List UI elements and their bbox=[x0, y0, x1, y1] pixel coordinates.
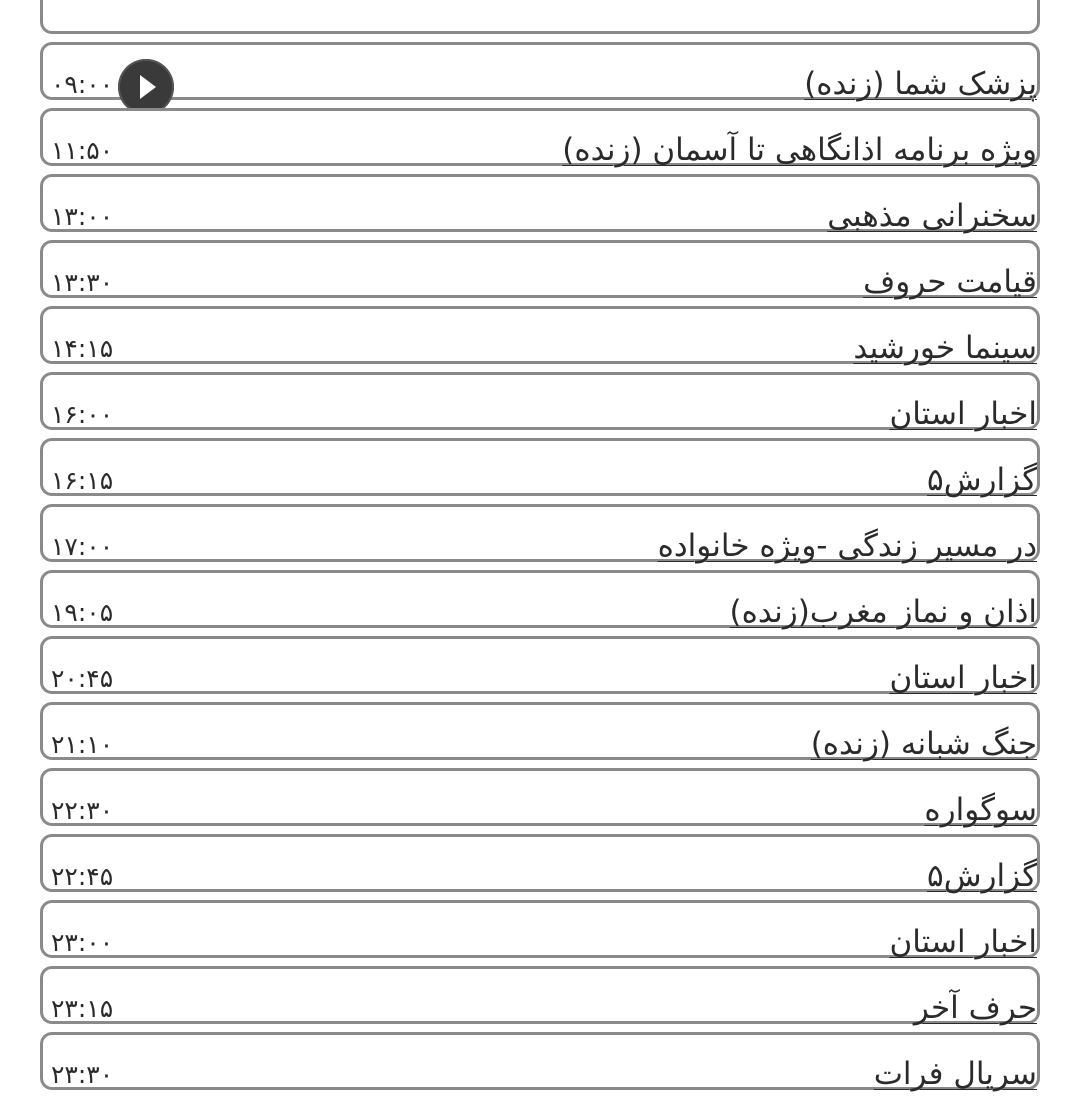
program-title: اذان و نماز مغرب(زنده) bbox=[729, 594, 1037, 630]
program-title: قیامت حروف bbox=[863, 264, 1037, 300]
program-time: ۲۱:۱۰ bbox=[51, 730, 114, 759]
schedule-item[interactable] bbox=[40, 174, 1040, 232]
schedule-item[interactable] bbox=[40, 1032, 1040, 1090]
program-title: سریال فرات bbox=[873, 1056, 1037, 1092]
schedule-item[interactable] bbox=[40, 570, 1040, 628]
schedule-item[interactable] bbox=[40, 504, 1040, 562]
program-title: سینما خورشید bbox=[853, 330, 1037, 366]
program-title: سوگواره bbox=[924, 792, 1037, 828]
schedule-item[interactable] bbox=[40, 636, 1040, 694]
play-glyph-icon bbox=[118, 59, 174, 115]
program-title: ویژه برنامه اذانگاهی تا آسمان (زنده) bbox=[562, 132, 1037, 168]
program-time: ۲۳:۰۰ bbox=[51, 928, 114, 957]
program-time: ۱۳:۳۰ bbox=[51, 268, 114, 297]
program-title: سخنرانی مذهبی bbox=[827, 198, 1037, 234]
program-time: ۲۳:۱۵ bbox=[51, 994, 114, 1023]
program-title: اخبار استان bbox=[889, 660, 1037, 696]
program-title: جنگ شبانه (زنده) bbox=[810, 726, 1037, 762]
program-time: ۲۲:۴۵ bbox=[51, 862, 114, 891]
program-title: اخبار استان bbox=[889, 396, 1037, 432]
program-time: ۱۹:۰۵ bbox=[51, 598, 114, 627]
program-time: ۲۲:۳۰ bbox=[51, 796, 114, 825]
program-title: گزارش۵ bbox=[927, 858, 1037, 894]
program-time: ۲۳:۳۰ bbox=[51, 1060, 114, 1089]
program-time: ۰۹:۰۰ bbox=[51, 70, 114, 99]
program-title: اخبار استان bbox=[889, 924, 1037, 960]
schedule-item[interactable] bbox=[40, 372, 1040, 430]
schedule-item[interactable] bbox=[40, 0, 1040, 34]
program-time: ۲۰:۴۵ bbox=[51, 664, 114, 693]
schedule-item[interactable] bbox=[40, 240, 1040, 298]
program-title: در مسیر زندگی -ویژه خانواده bbox=[657, 528, 1037, 564]
schedule-item[interactable] bbox=[40, 108, 1040, 166]
program-title: گزارش۵ bbox=[927, 462, 1037, 498]
play-icon[interactable] bbox=[118, 59, 174, 115]
schedule-item[interactable] bbox=[40, 768, 1040, 826]
program-time: ۱۶:۰۰ bbox=[51, 400, 114, 429]
schedule-item[interactable] bbox=[40, 438, 1040, 496]
schedule-item[interactable] bbox=[40, 702, 1040, 760]
schedule-item[interactable] bbox=[40, 306, 1040, 364]
schedule-item[interactable] bbox=[40, 966, 1040, 1024]
program-time: ۱۴:۱۵ bbox=[51, 334, 114, 363]
program-time: ۱۶:۱۵ bbox=[51, 466, 114, 495]
program-time: ۱۷:۰۰ bbox=[51, 532, 114, 561]
schedule-item-current[interactable] bbox=[40, 42, 1040, 100]
program-time: ۱۳:۰۰ bbox=[51, 202, 114, 231]
program-title: پزشک شما (زنده) bbox=[804, 66, 1037, 102]
schedule-item[interactable] bbox=[40, 834, 1040, 892]
program-time: ۱۱:۵۰ bbox=[51, 136, 114, 165]
program-title: حرف آخر bbox=[913, 990, 1037, 1026]
schedule-item[interactable] bbox=[40, 900, 1040, 958]
